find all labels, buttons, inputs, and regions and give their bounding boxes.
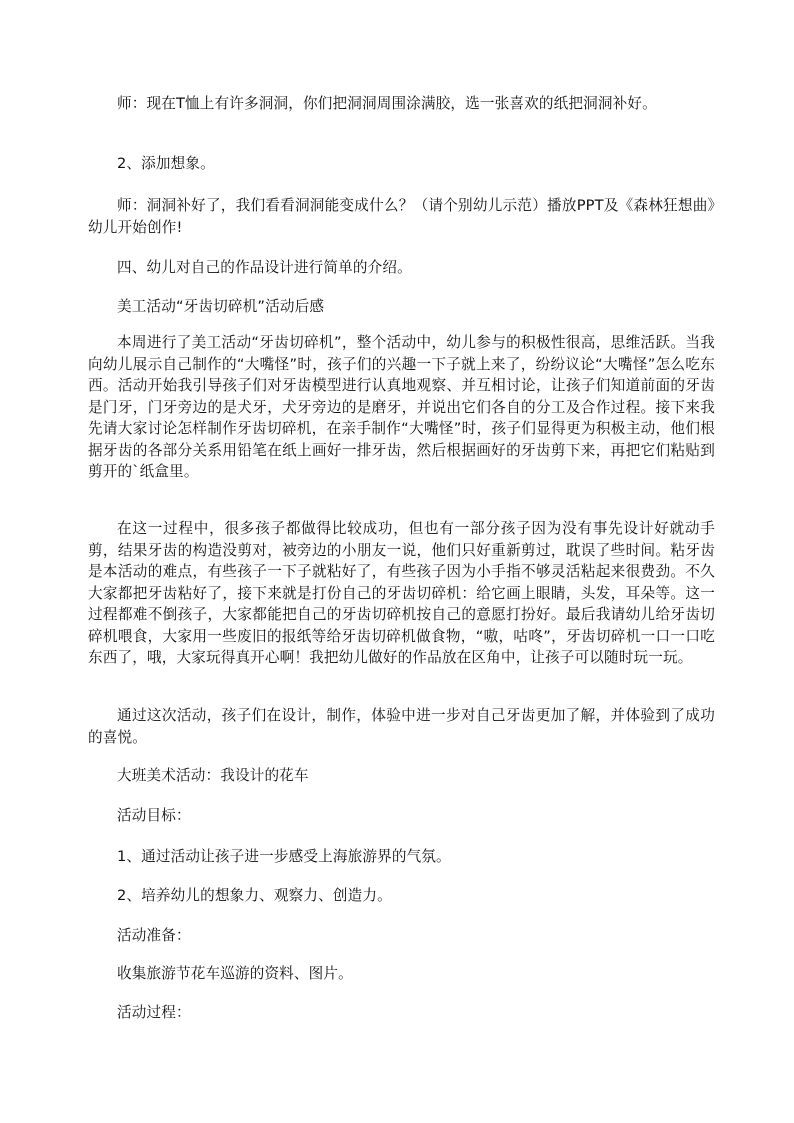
paragraph-teacher-what-holes-become: 师：洞洞补好了，我们看看洞洞能变成什么？（请个别幼儿示范）播放PPT及《森林狂想曲》幼儿开始创作! [88, 197, 715, 236]
paragraph-add-imagination: 2、添加想象。 [117, 155, 215, 172]
section-heading-art-reflection: 美工活动“牙齿切碎机”活动后感 [117, 298, 325, 315]
label-activity-preparation: 活动准备： [117, 927, 191, 944]
section-heading-float-design: 大班美术活动：我设计的花车 [117, 767, 309, 784]
paragraph-children-introduce-work: 四、幼儿对自己的作品设计进行简单的介绍。 [117, 259, 412, 276]
goal-item-2: 2、培养幼儿的想象力、观察力、创造力。 [117, 887, 392, 904]
label-activity-goals: 活动目标： [117, 807, 191, 824]
paragraph-reflection-conclusion: 通过这次活动，孩子们在设计，制作，体验中进一步对自己牙齿更加了解，并体验到了成功的喜悦。 [88, 707, 715, 746]
paragraph-teacher-patch-holes: 师：现在T恤上有许多洞洞，你们把洞洞周围涂满胶，选一张喜欢的纸把洞洞补好。 [117, 95, 657, 112]
paragraph-reflection-process: 在这一过程中，很多孩子都做得比较成功，但也有一部分孩子因为没有事先设计好就动手剪，结果牙齿的构造没剪对，被旁边的小朋友一说，他们只好重新剪过，耽误了些时间。粘牙齿是本活动的难点，有些孩子一下子就粘好了，有些孩子因为小手指不够灵活粘起来很费劲。不久大家都把牙齿粘好了，接下来就是打份自己的牙齿切碎机：给它画上眼睛，头发，耳朵等。这一过程都难不倒孩子，大家都能把自己的牙齿切碎机按自己的意愿打扮好。最后我请幼儿给牙齿切碎机喂食，大家用一些废旧的报纸等给牙齿切碎机做食物，“嗷，咕咚”，牙齿切碎机一口一口吃东西了，哦，大家玩得真开心啊！我把幼儿做好的作品放在区角中，让孩子可以随时玩一玩。 [88, 520, 715, 666]
goal-item-1: 1、通过活动让孩子进一步感受上海旅游界的气氛。 [117, 848, 451, 865]
paragraph-reflection-week-activity: 本周进行了美工活动“牙齿切碎机”，整个活动中，幼儿参与的积极性很高，思维活跃。当我向幼儿展示自己制作的“大嘴怪”时，孩子们的兴趣一下子就上来了，纷纷议论“大嘴怪”怎么吃东西。活动开始我引导孩子们对牙齿模型进行认真地观察、并互相讨论，让孩子们知道前面的牙齿是门牙，门牙旁边的是犬牙，犬牙旁边的是磨牙，并说出它们各自的分工及合作过程。接下来我先请大家讨论怎样制作牙齿切碎机，在亲手制作“大嘴怪”时，孩子们显得更为积极主动，他们根据牙齿的各部分关系用铅笔在纸上画好一排牙齿，然后根据画好的牙齿剪下来，再把它们粘贴到剪开的`纸盒里。 [88, 334, 715, 480]
label-activity-process: 活动过程： [117, 1004, 191, 1021]
preparation-item: 收集旅游节花车巡游的资料、图片。 [117, 965, 353, 982]
